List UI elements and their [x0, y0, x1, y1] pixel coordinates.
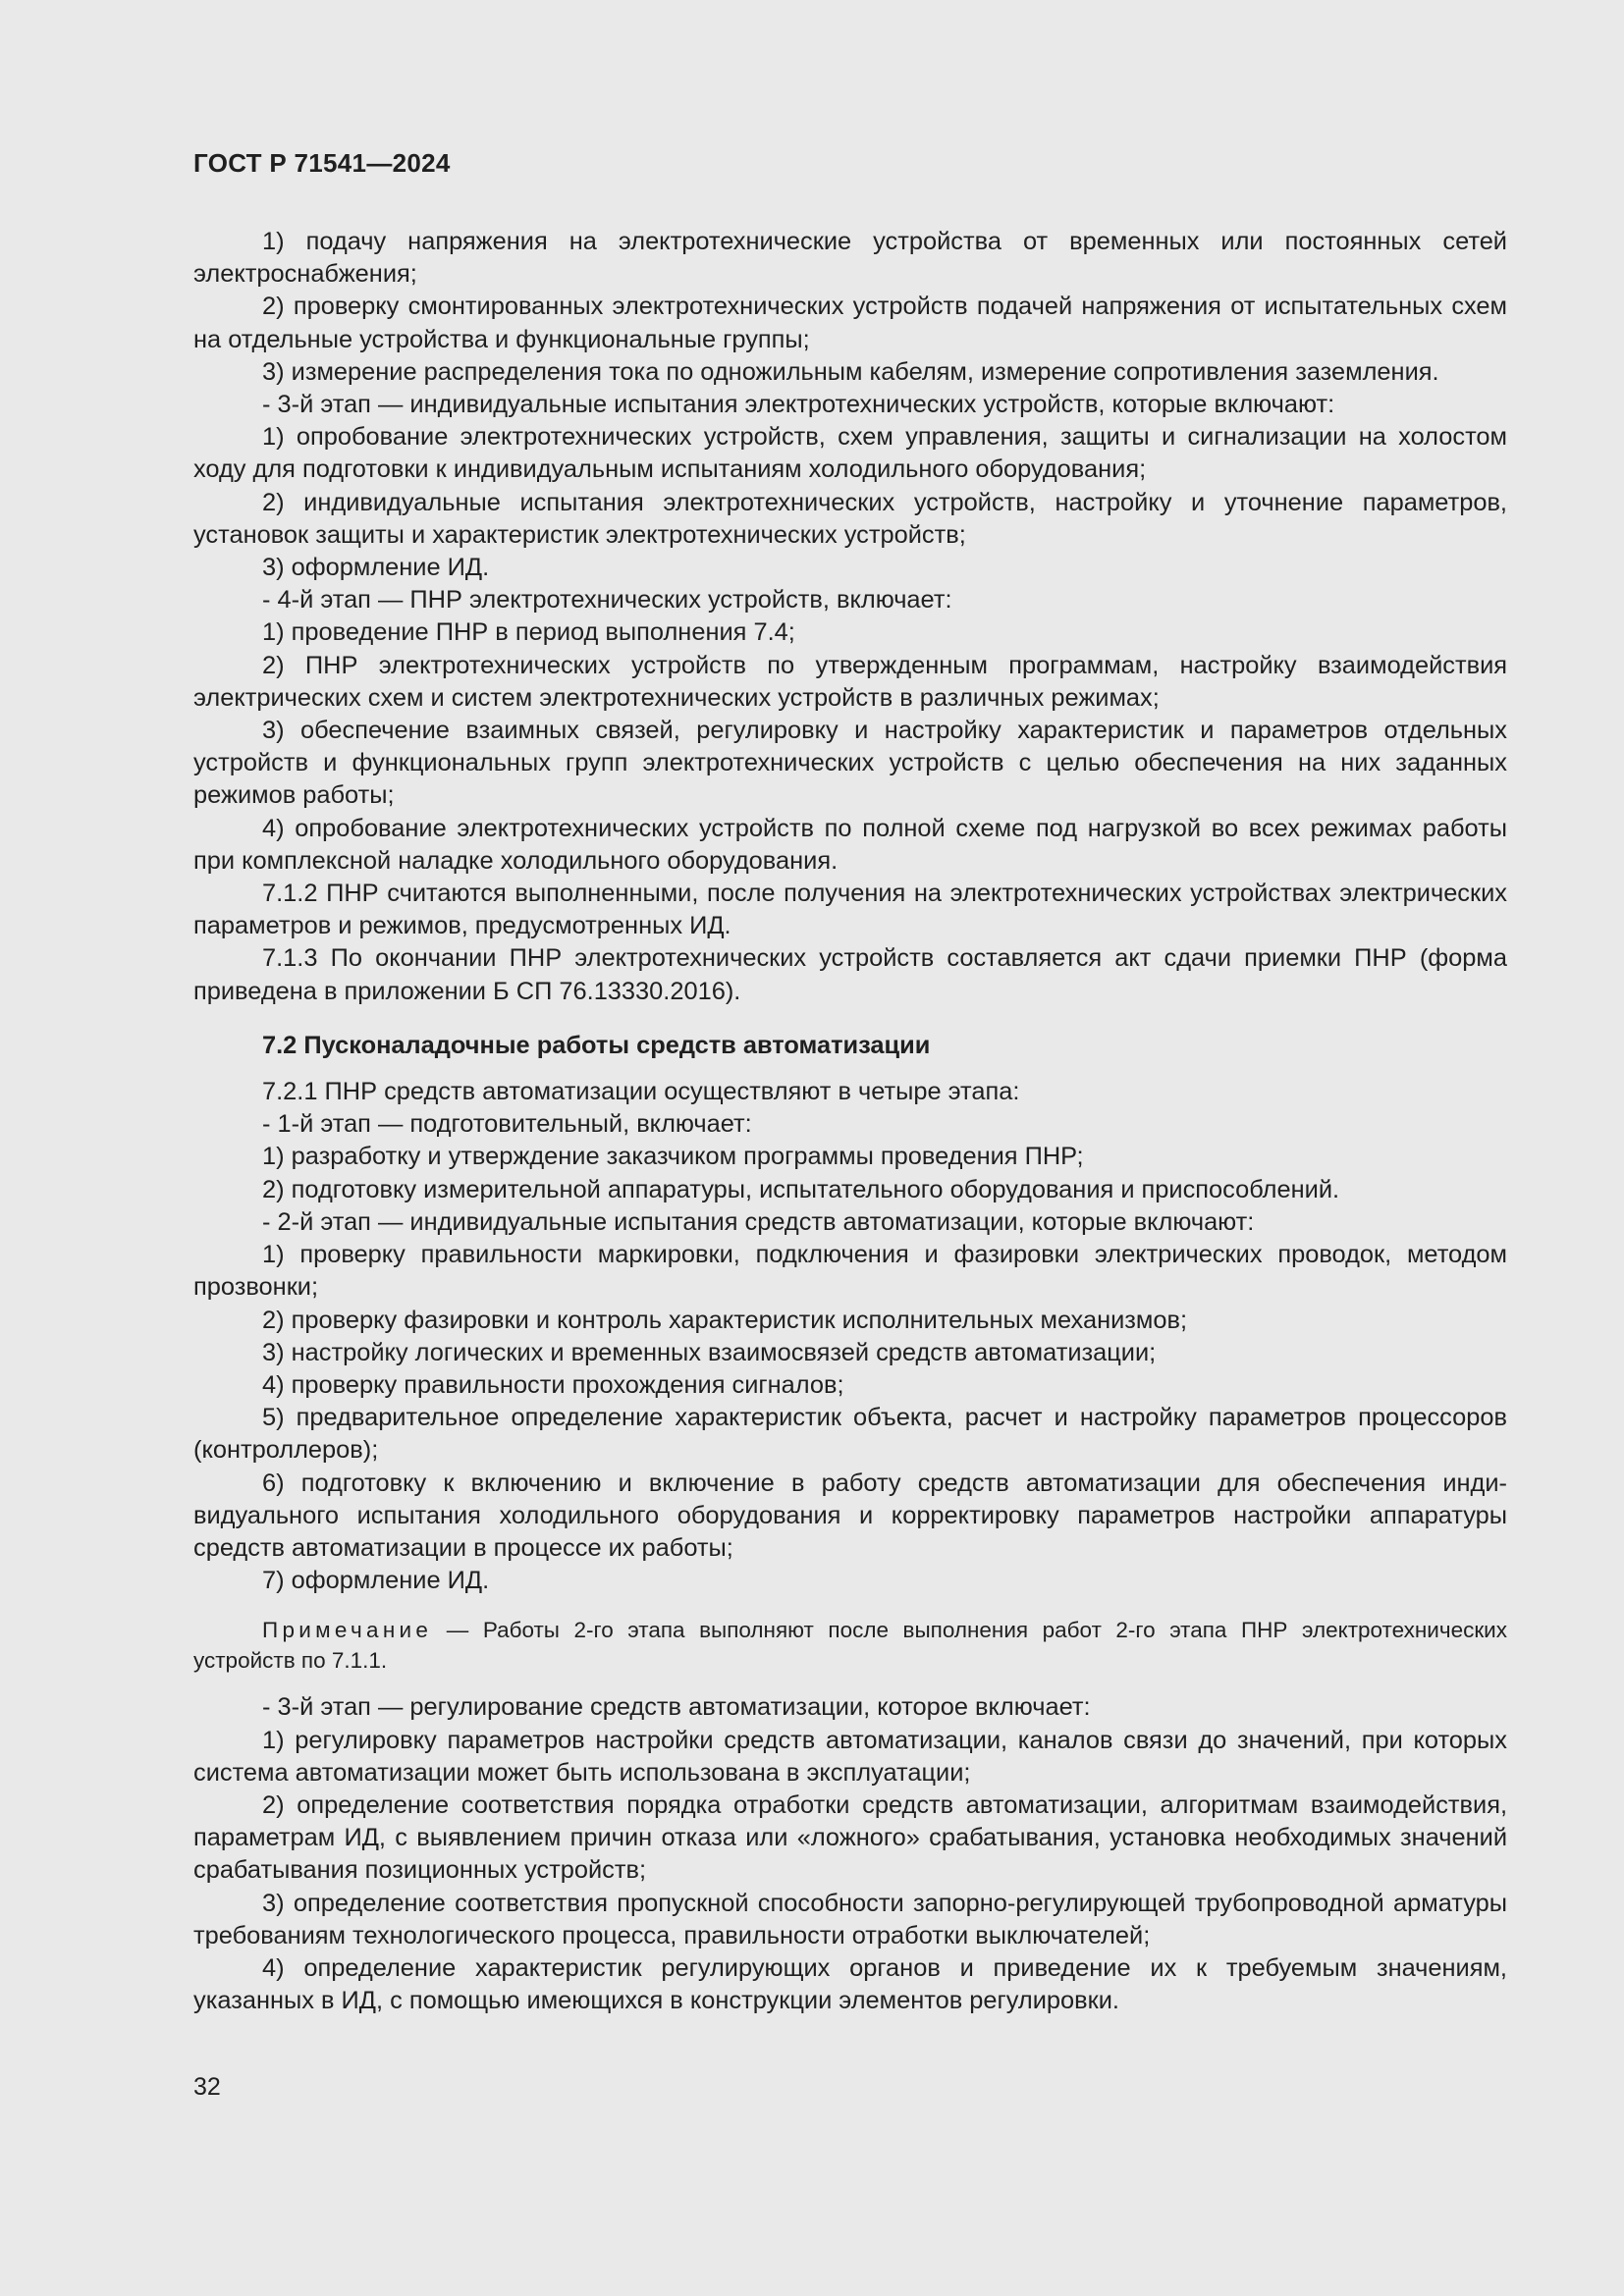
list-item: 6) подготовку к включению и включение в работу средств автоматизации для обеспечения индивидуального испытания холодильного оборудования и корректировку параметров настройки аппаратуры средств автоматизации в процессе их работы;	[193, 1468, 1507, 1562]
clause-paragraph: 7.2.1 ПНР средств автоматизации осуществляют в четыре этапа:	[262, 1078, 1020, 1106]
clause-paragraph: 7.1.2 ПНР считаются выполненными, после получения на электротехнических устройствах электрических параметров и режимов, предусмотренных ИД.	[193, 880, 1507, 940]
list-item: 1) разработку и утверждение заказчиком программы проведения ПНР;	[262, 1143, 1084, 1171]
note-text: — Работы 2-го этапа выполняют после выполнения работ 2-го этапа ПНР электротехнических устройств по 7.1.1.	[193, 1618, 1507, 1674]
list-item: 1) регулировку параметров настройки средств автоматизации, каналов связи до значений, при которых система автоматизации может быть использована в эксплуатации;	[193, 1726, 1507, 1787]
stage-item: - 2-й этап — индивидуальные испытания средств автоматизации, которые включают:	[262, 1207, 1255, 1236]
list-item: 2) проверку смонтированных электротехнических устройств подачей напряжения от испытательных схем на отдельные устройства и функциональные группы;	[193, 293, 1507, 353]
stage-item: - 1-й этап — подготовительный, включает:	[262, 1110, 752, 1139]
clause-paragraph: 7.1.3 По окончании ПНР электротехнических устройств составляется акт сдачи приемки ПНР (форма приведена в приложении Б СП 76.13330.2016).	[193, 944, 1507, 1005]
document-header: ГОСТ Р 71541—2024	[193, 148, 451, 178]
note-label: Примечание	[262, 1618, 433, 1643]
list-item: 4) проверку правильности прохождения сигналов;	[262, 1370, 844, 1399]
note-paragraph	[193, 1615, 1507, 1676]
list-item: 2) подготовку измерительной аппаратуры, испытательного оборудования и приспособлений.	[262, 1175, 1340, 1203]
stage-item: - 3-й этап — регулирование средств автоматизации, которое включает:	[262, 1693, 1091, 1722]
list-item: 2) проверку фазировки и контроль характеристик исполнительных механизмов;	[262, 1306, 1188, 1334]
stage-item: - 3-й этап — индивидуальные испытания электротехнических устройств, которые включают:	[262, 391, 1335, 419]
list-item: 1) проверку правильности маркировки, подключения и фазировки электрических проводок, методом прозвонки;	[193, 1241, 1507, 1302]
stage-item: - 4-й этап — ПНР электротехнических устройств, включает:	[262, 586, 952, 614]
list-item: 4) опробование электротехнических устройств по полной схеме под нагрузкой во всех режимах работы при комплексной наладке холодильного оборудования.	[193, 814, 1507, 875]
list-item: 7) оформление ИД.	[262, 1567, 490, 1595]
list-item: 1) проведение ПНР в период выполнения 7.4;	[262, 618, 795, 647]
list-item: 3) обеспечение взаимных связей, регулировку и настройку характеристик и параметров отдельных устройств и функциональных групп электротехнических устройств с целью обеспечения на них заданных режимов работы;	[193, 717, 1507, 810]
list-item: 3) измерение распределения тока по одножильным кабелям, измерение сопротивления заземления.	[262, 357, 1439, 386]
list-item: 3) настройку логических и временных взаимосвязей средств автоматизации;	[262, 1338, 1157, 1366]
list-item: 3) оформление ИД.	[262, 554, 490, 582]
list-item: 2) ПНР электротехнических устройств по утвержденным программам, настройку взаимодействия электрических схем и систем электротехнических устройств в различных режимах;	[193, 651, 1507, 712]
list-item: 2) индивидуальные испытания электротехнических устройств, настройку и уточнение параметров, установок защиты и характеристик электротехнических устройств;	[193, 488, 1507, 549]
page-number: 32	[193, 2073, 221, 2101]
list-item: 1) подачу напряжения на электротехнические устройства от временных или постоянных сетей электроснабжения;	[193, 228, 1507, 289]
section-heading: 7.2 Пусконаладочные работы средств автоматизации	[262, 1031, 931, 1059]
list-item: 5) предварительное определение характеристик объекта, расчет и настройку параметров процессоров (контроллеров);	[193, 1404, 1507, 1465]
document-body	[193, 226, 1507, 2017]
list-item: 3) определение соответствия пропускной способности запорно-регулирующей трубопроводной арматуры требованиям технологического процесса, правильности отработки выключателей;	[193, 1889, 1507, 1949]
list-item: 1) опробование электротехнических устройств, схем управления, защиты и сигнализации на холостом ходу для подготовки к индивидуальным испытаниям холодильного оборудования;	[193, 423, 1507, 484]
list-item: 4) определение характеристик регулирующих органов и приведение их к требуемым значениям, указанных в ИД, с помощью имеющихся в конструкции элементов регулировки.	[193, 1953, 1507, 2015]
list-item: 2) определение соответствия порядка отработки средств автоматизации, алгоритмам взаимодействия, параметрам ИД, с выявлением причин отказа или «ложного» срабатывания, установка необходимых значений срабатывания позиционных устройств;	[193, 1790, 1507, 1885]
